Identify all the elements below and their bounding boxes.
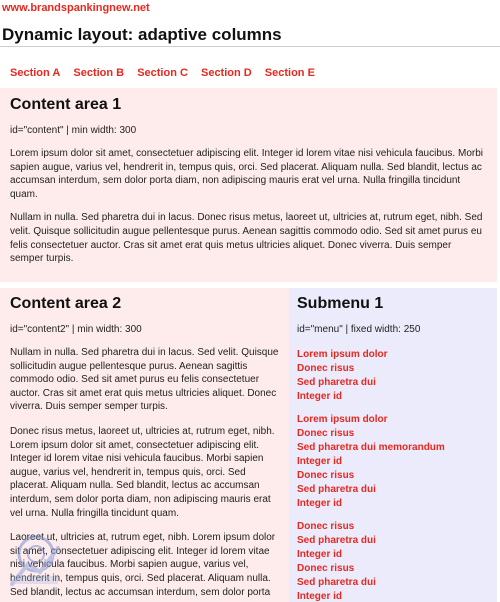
submenu-link[interactable]: Donec risus: [297, 363, 355, 374]
content-area-1-paragraph: Lorem ipsum dolor sit amet, consectetuer adipiscing elit. Integer id lorem vitae nisi vehicula faucibus. Morbi sapien augue, varius vel, hendrerit in, tempus quis, orci. Sed placerat. Aliquam nulla. Sed blandit, lectus ac accumsan interdum, sem dolor porta diam, non adipiscing mauris erat vel urna. Nulla fringilla tincidunt quam.: [10, 148, 483, 200]
submenu-link[interactable]: Integer id: [297, 498, 343, 509]
submenu-link[interactable]: Donec risus: [297, 470, 355, 481]
content-area-2-heading: Content area 2: [10, 295, 122, 312]
nav-section-e[interactable]: Section E: [264, 67, 315, 79]
content-area-2-paragraph: Donec risus metus, laoreet ut, ultricies at, rutrum eget, nibh. Lorem ipsum dolor sit amet, consectetuer adipiscing elit. Integer id lorem vitae nisi vehicula faucibus. Morbi sapien augue, varius vel, hendrerit in, tempus quis, orci. Sed placerat. Aliquam nulla. Sed blandit, lectus ac accumsan interdum, sem dolor porta diam, non adipiscing mauris erat vel urna. Nulla fringilla tincidunt quam.: [10, 425, 275, 519]
submenu-meta: id="menu" | fixed width: 250: [297, 324, 421, 335]
content-area-1-meta: id="content" | min width: 300: [10, 125, 137, 136]
submenu-panel: [289, 288, 497, 602]
submenu-link[interactable]: Integer id: [297, 549, 343, 560]
submenu-link[interactable]: Lorem ipsum dolor: [297, 349, 388, 360]
site-url-link[interactable]: www.brandspankingnew.net: [2, 2, 150, 14]
submenu-link[interactable]: Integer id: [297, 456, 343, 467]
submenu-link[interactable]: Sed pharetra dui memorandum: [297, 442, 445, 453]
section-nav: [10, 67, 325, 79]
submenu-link[interactable]: Sed pharetra dui: [297, 577, 376, 588]
page-title: Dynamic layout: adaptive columns: [2, 25, 282, 44]
content-area-2-paragraph: Laoreet ut, ultricies at, rutrum eget, nibh. Lorem ipsum dolor sit amet, consectetuer adipiscing elit. Integer id lorem vitae nisi vehicula faucibus. Morbi sapien augue, varius vel, hendrerit in, tempus quis, orci. Sed placerat. Aliquam nulla. Sed blandit, lectus ac accumsan interdum, sem dolor porta: [10, 532, 276, 598]
nav-section-d[interactable]: Section D: [200, 67, 252, 79]
submenu-group-3: [297, 520, 489, 602]
submenu-link[interactable]: Integer id: [297, 391, 343, 402]
content-area-2-meta: id="content2" | min width: 300: [10, 324, 142, 335]
submenu-link[interactable]: Donec risus: [297, 428, 355, 439]
submenu-link[interactable]: Sed pharetra dui: [297, 535, 376, 546]
nav-section-a[interactable]: Section A: [10, 67, 61, 79]
title-divider: [0, 46, 500, 47]
submenu-link[interactable]: Donec risus: [297, 563, 355, 574]
submenu-group-1: [297, 348, 489, 404]
content-area-2-paragraph: Nullam in nulla. Sed pharetra dui in lacus. Sed velit. Quisque sollicitudin augue pellentesque purus. Aenean sagittis commodo odio. Sed sit amet purus eu felis consectetuer auctor. Cras sit amet erat quis metus ultricies aliquet. Donec viverra. Duis semper semper turpis.: [10, 347, 279, 413]
submenu-heading: Submenu 1: [297, 295, 384, 312]
submenu-link[interactable]: Sed pharetra dui: [297, 484, 376, 495]
submenu-link[interactable]: Integer id: [297, 591, 343, 602]
nav-section-c[interactable]: Section C: [137, 67, 188, 79]
content-area-1: [0, 88, 497, 282]
content-area-1-heading: Content area 1: [10, 96, 122, 113]
nav-section-b[interactable]: Section B: [73, 67, 125, 79]
submenu-group-2: [297, 413, 489, 511]
submenu-link[interactable]: Sed pharetra dui: [297, 377, 376, 388]
watermark-logo-icon: [6, 528, 66, 590]
submenu-link[interactable]: Lorem ipsum dolor: [297, 414, 388, 425]
submenu-link[interactable]: Donec risus: [297, 521, 355, 532]
content-area-1-paragraph: Nullam in nulla. Sed pharetra dui in lacus. Donec risus metus, laoreet ut, ultricies at, rutrum eget, nibh. Sed velit. Quisque sollicitudin augue pellentesque purus. Aenean sagittis commodo odio. Sed sit amet purus eu felis consectetuer auctor. Cras sit amet erat quis metus ultricies aliquet. Donec viverra. Duis semper semper turpis.: [10, 212, 483, 265]
